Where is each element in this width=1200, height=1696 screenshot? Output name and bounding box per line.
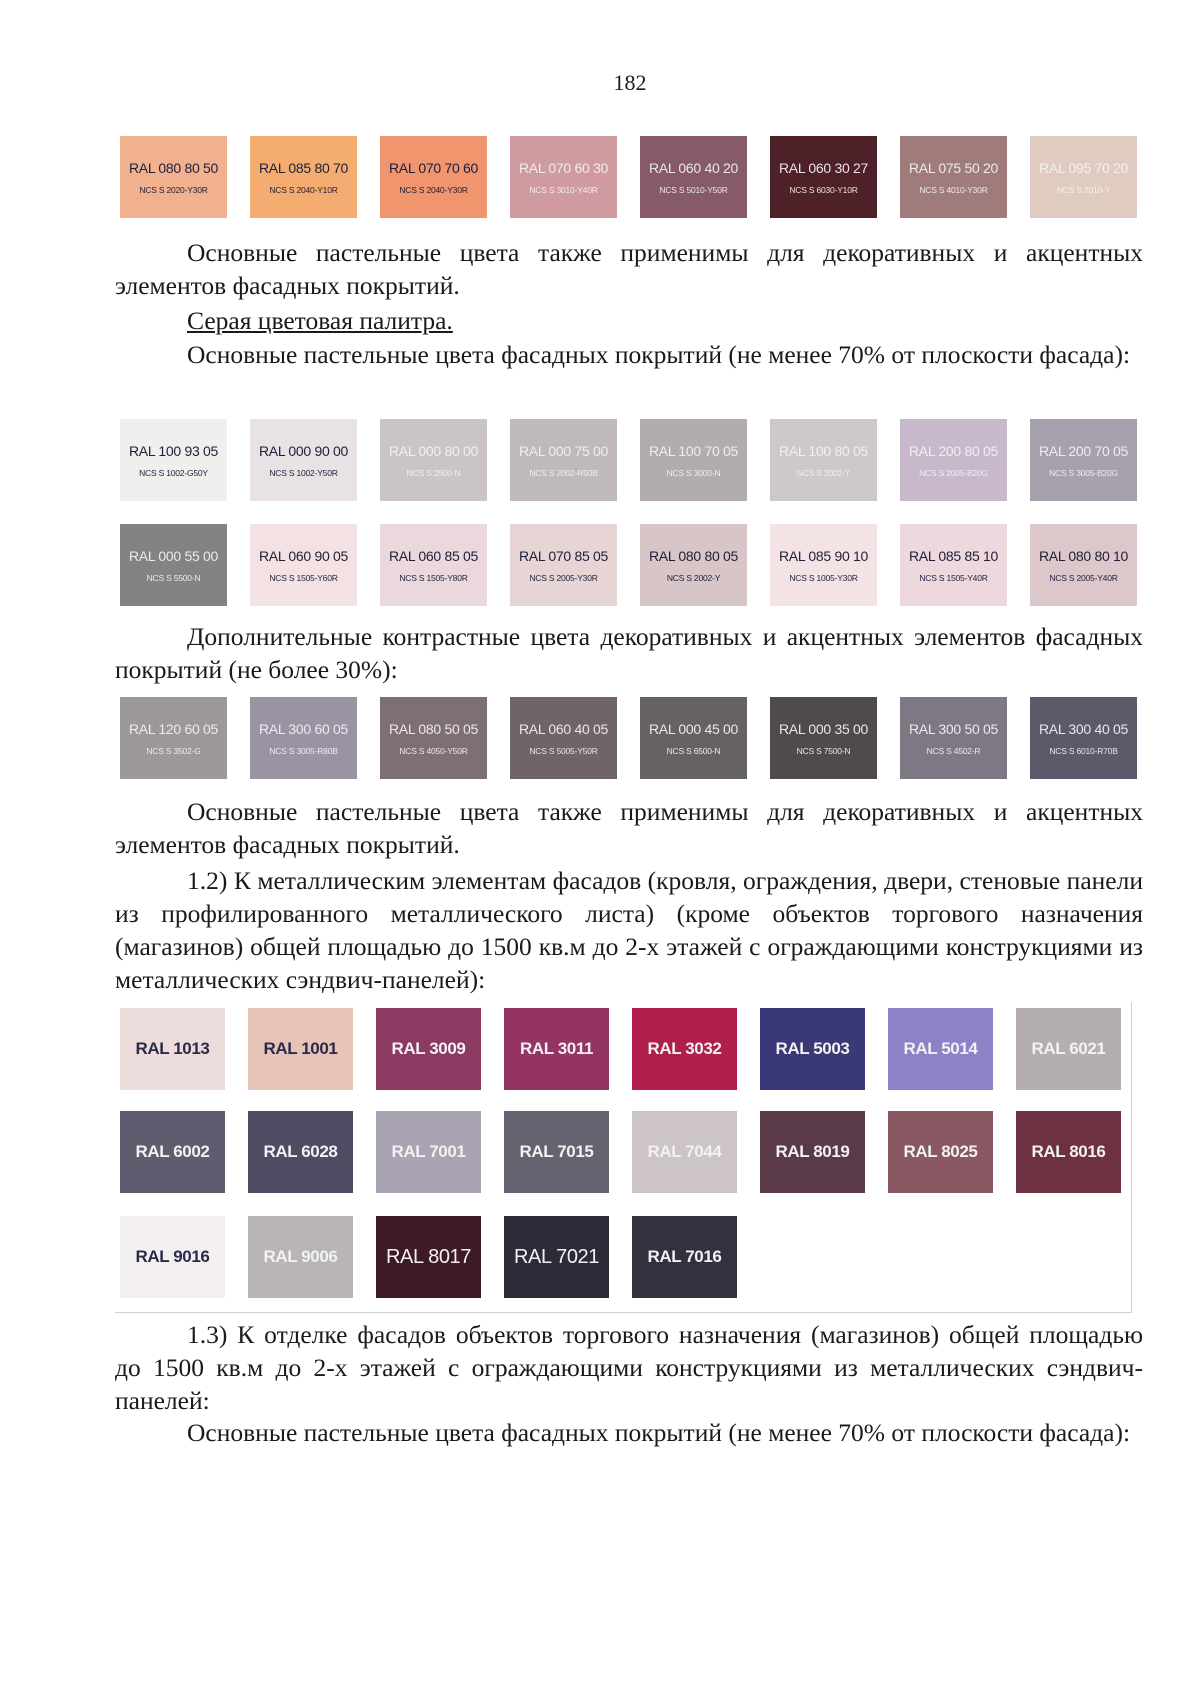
color-swatch <box>900 136 1007 218</box>
ncs-code: NCS S 2002-Y <box>796 467 851 478</box>
ncs-code: NCS S 1005-Y30R <box>789 572 858 583</box>
metal-swatch: RAL 8025 <box>888 1111 993 1193</box>
ral-code: RAL 085 85 10 <box>909 547 998 564</box>
ral-code: RAL 085 80 70 <box>259 159 348 176</box>
page-number: 182 <box>613 70 647 95</box>
color-swatch <box>120 697 227 779</box>
swatch-row-gray-1 <box>120 419 1137 501</box>
color-swatch <box>770 697 877 779</box>
ncs-code: NCS S 4050-Y50R <box>399 745 468 756</box>
ral-code: RAL 080 80 50 <box>129 159 218 176</box>
ral-code: RAL 300 60 05 <box>259 720 348 737</box>
color-swatch <box>1030 697 1137 779</box>
ral-code: RAL 000 35 00 <box>779 720 868 737</box>
metal-swatch: RAL 7001 <box>376 1111 481 1193</box>
ral-code: RAL 080 80 05 <box>649 547 738 564</box>
color-swatch <box>640 697 747 779</box>
ral-code: RAL 000 75 00 <box>519 442 608 459</box>
color-swatch <box>380 697 487 779</box>
ncs-code: NCS S 4010-Y30R <box>919 184 988 195</box>
ncs-code: NCS S 2005-Y40R <box>1049 572 1118 583</box>
ncs-code: NCS S 2500-N <box>406 467 461 478</box>
paragraph-contrast-30: Дополнительные контрастные цвета декоративных и акцентных элементов фасадных покрытий (не более 30%): <box>115 622 1143 684</box>
ncs-code: NCS S 2005-B20G <box>919 467 988 478</box>
color-swatch <box>380 419 487 501</box>
metal-swatch: RAL 8016 <box>1016 1111 1121 1193</box>
ncs-code: NCS S 2002-Y <box>666 572 721 583</box>
ral-code: RAL 300 50 05 <box>909 720 998 737</box>
ral-code: RAL 070 70 60 <box>389 159 478 176</box>
ral-code: RAL 060 40 20 <box>649 159 738 176</box>
metal-swatch: RAL 1013 <box>120 1008 225 1090</box>
ral-code: RAL 095 70 20 <box>1039 159 1128 176</box>
ncs-code: NCS S 3502-G <box>146 745 201 756</box>
metal-swatch: RAL 7015 <box>504 1111 609 1193</box>
metal-swatch: RAL 9016 <box>120 1216 225 1298</box>
ncs-code: NCS S 3005-R80B <box>269 745 338 756</box>
ral-code: RAL 080 50 05 <box>389 720 478 737</box>
ncs-code: NCS S 7500-N <box>796 745 851 756</box>
ncs-code: NCS S 2040-Y30R <box>399 184 468 195</box>
ncs-code: NCS S 5010-Y50R <box>659 184 728 195</box>
ncs-code: NCS S 1505-Y80R <box>399 572 468 583</box>
ncs-code: NCS S 5500-N <box>146 572 201 583</box>
color-swatch <box>510 419 617 501</box>
ncs-code: NCS S 2040-Y10R <box>269 184 338 195</box>
paragraph-metal-elements: 1.2) К металлическим элементам фасадов (кровля, ограждения, двери, стеновые панели из профилированного металлического листа) (кроме объектов торгового назначения (магазинов) общей площадью до 1500 кв.м до 2-х этажей с ограждающими конструкциями из металлических сэндвич-панелей): <box>115 866 1143 994</box>
color-swatch <box>640 136 747 218</box>
metal-swatch: RAL 3032 <box>632 1008 737 1090</box>
color-swatch <box>250 697 357 779</box>
metal-swatch: RAL 1001 <box>248 1008 353 1090</box>
color-swatch <box>510 524 617 606</box>
ral-code: RAL 000 45 00 <box>649 720 738 737</box>
paragraph-pastel-accent-2: Основные пастельные цвета также применимы для декоративных и акцентных элементов фасадных покрытий. <box>115 797 1143 859</box>
ral-code: RAL 060 90 05 <box>259 547 348 564</box>
metal-swatch: RAL 6021 <box>1016 1008 1121 1090</box>
metal-swatch: RAL 3011 <box>504 1008 609 1090</box>
ncs-code: NCS S 3000-N <box>666 467 721 478</box>
paragraph-pastel-70: Основные пастельные цвета фасадных покрытий (не менее 70% от плоскости фасада): <box>187 340 1131 369</box>
color-swatch <box>1030 419 1137 501</box>
metal-swatch: RAL 9006 <box>248 1216 353 1298</box>
color-swatch <box>900 524 1007 606</box>
ral-code: RAL 075 50 20 <box>909 159 998 176</box>
metal-swatch: RAL 3009 <box>376 1008 481 1090</box>
ncs-code: NCS S 2020-Y30R <box>139 184 208 195</box>
color-swatch <box>120 524 227 606</box>
metal-row-2 <box>120 1111 1121 1193</box>
ral-code: RAL 060 30 27 <box>779 159 868 176</box>
ncs-code: NCS S 1505-Y60R <box>269 572 338 583</box>
color-swatch <box>120 136 227 218</box>
color-swatch <box>770 419 877 501</box>
swatch-row-contrast <box>120 697 1137 779</box>
paragraph-retail-facades: 1.3) К отделке фасадов объектов торгового назначения (магазинов) общей площадью до 1500 кв.м до 2-х этажей с ограждающими конструкциями из металлических сэндвич-панелей: <box>115 1320 1143 1415</box>
ral-code: RAL 000 80 00 <box>389 442 478 459</box>
metal-swatch: RAL 8017 <box>376 1216 481 1298</box>
metal-swatch: RAL 6002 <box>120 1111 225 1193</box>
metal-swatch: RAL 7044 <box>632 1111 737 1193</box>
swatch-row-top <box>120 136 1137 218</box>
ncs-code: NCS S 2005-Y30R <box>529 572 598 583</box>
ncs-code: NCS S 1002-Y50R <box>269 467 338 478</box>
ral-code: RAL 085 90 10 <box>779 547 868 564</box>
metal-swatch: RAL 5003 <box>760 1008 865 1090</box>
color-swatch <box>640 524 747 606</box>
color-swatch <box>510 697 617 779</box>
ncs-code: NCS S 5005-Y50R <box>529 745 598 756</box>
color-swatch <box>120 419 227 501</box>
metal-palette <box>115 1002 1132 1313</box>
ncs-code: NCS S 1002-G50Y <box>139 467 208 478</box>
ncs-code: NCS S 3005-B20G <box>1049 467 1118 478</box>
ral-code: RAL 070 60 30 <box>519 159 608 176</box>
ncs-code: NCS S 1505-Y40R <box>919 572 988 583</box>
ral-code: RAL 000 90 00 <box>259 442 348 459</box>
color-swatch <box>250 136 357 218</box>
ral-code: RAL 200 80 05 <box>909 442 998 459</box>
ral-code: RAL 060 40 05 <box>519 720 608 737</box>
metal-swatch: RAL 6028 <box>248 1111 353 1193</box>
paragraph-pastel-accent-1: Основные пастельные цвета также применимы для декоративных и акцентных элементов фасадных покрытий. <box>115 238 1143 300</box>
ral-code: RAL 100 70 05 <box>649 442 738 459</box>
ncs-code: NCS S 6030-Y10R <box>789 184 858 195</box>
color-swatch <box>380 136 487 218</box>
ncs-code: NCS S 3010-Y40R <box>529 184 598 195</box>
ral-code: RAL 000 55 00 <box>129 547 218 564</box>
ncs-code: NCS S 4502-R <box>926 745 981 756</box>
ral-code: RAL 080 80 10 <box>1039 547 1128 564</box>
metal-swatch: RAL 7021 <box>504 1216 609 1298</box>
ral-code: RAL 200 70 05 <box>1039 442 1128 459</box>
color-swatch <box>900 419 1007 501</box>
metal-row-1 <box>120 1008 1121 1090</box>
color-swatch <box>510 136 617 218</box>
ral-code: RAL 100 93 05 <box>129 442 218 459</box>
metal-swatch: RAL 5014 <box>888 1008 993 1090</box>
metal-row-3 <box>120 1216 737 1298</box>
color-swatch <box>250 419 357 501</box>
ncs-code: NCS S 6010-R70B <box>1049 745 1118 756</box>
color-swatch <box>1030 136 1137 218</box>
ral-code: RAL 070 85 05 <box>519 547 608 564</box>
ncs-code: NCS S 2002-R50B <box>529 467 598 478</box>
ncs-code: NCS S 2010-Y <box>1056 184 1111 195</box>
color-swatch <box>640 419 747 501</box>
color-swatch <box>1030 524 1137 606</box>
paragraph-pastel-70-retail: Основные пастельные цвета фасадных покрытий (не менее 70% от плоскости фасада): <box>187 1418 1131 1447</box>
ncs-code: NCS S 6500-N <box>666 745 721 756</box>
color-swatch <box>380 524 487 606</box>
ral-code: RAL 100 80 05 <box>779 442 868 459</box>
swatch-row-gray-2 <box>120 524 1137 606</box>
color-swatch <box>770 524 877 606</box>
metal-swatch: RAL 8019 <box>760 1111 865 1193</box>
color-swatch <box>250 524 357 606</box>
metal-swatch: RAL 7016 <box>632 1216 737 1298</box>
ral-code: RAL 060 85 05 <box>389 547 478 564</box>
color-swatch <box>770 136 877 218</box>
color-swatch <box>900 697 1007 779</box>
ral-code: RAL 300 40 05 <box>1039 720 1128 737</box>
section-heading-gray: Серая цветовая палитра. <box>187 306 453 335</box>
ral-code: RAL 120 60 05 <box>129 720 218 737</box>
